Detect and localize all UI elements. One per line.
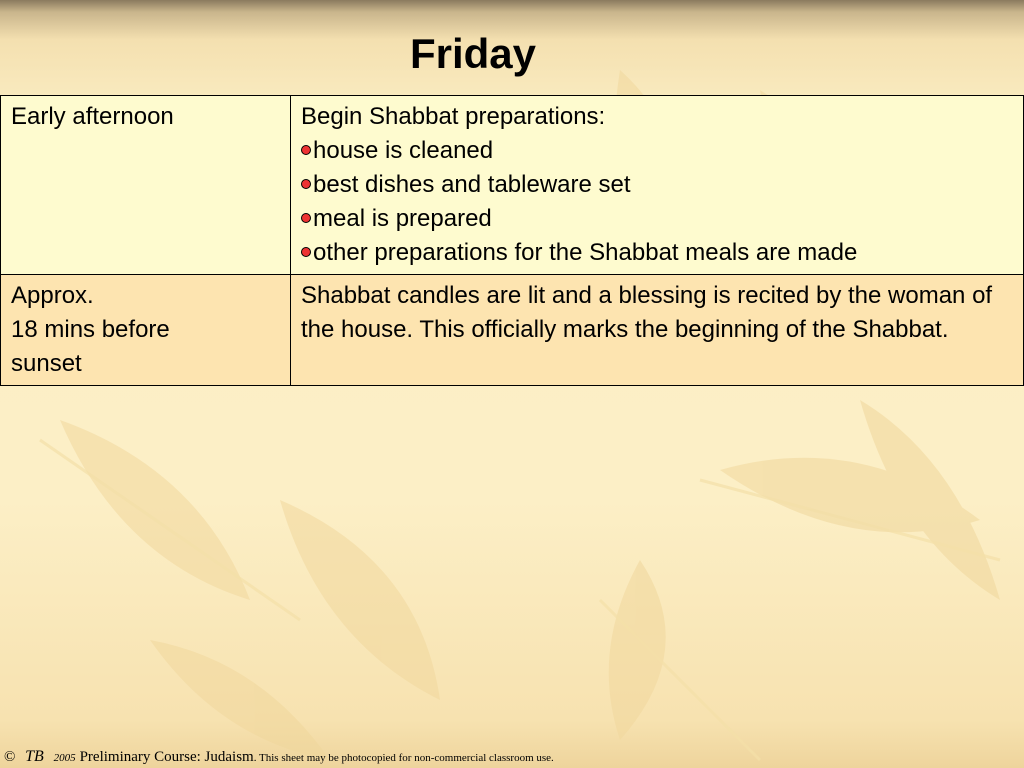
bullet-item: meal is prepared [301,202,1013,236]
copyright-symbol: © [4,749,16,765]
activity-intro: Begin Shabbat preparations: [301,103,606,130]
bullet-item: best dishes and tableware set [301,168,1013,202]
table-row [1,275,1024,386]
bullet-icon [301,247,311,257]
copy-note: . This sheet may be photocopied for non-commercial classroom use. [253,752,554,764]
schedule-table [0,95,1024,386]
bullet-item: house is cleaned [301,134,1013,168]
bullet-icon [301,213,311,223]
tb-logo: TB [25,748,44,765]
time-cell [1,275,291,386]
time-cell [1,96,291,275]
activity-cell [291,96,1024,275]
slide-title: Friday [409,30,537,77]
time-text: sunset [11,350,82,377]
time-text: 18 mins before [11,316,170,343]
bullet-icon [301,145,311,155]
activity-description: Shabbat candles are lit and a blessing is recited by the woman of the house. This officially marks the beginning of the Shabbat. [301,282,993,343]
footer [4,748,554,766]
course-name: Preliminary Course: Judaism [79,749,254,765]
bullet-item: other preparations for the Shabbat meals are made [301,236,1013,270]
activity-cell [291,275,1024,386]
table-row [1,96,1024,275]
time-text: Early afternoon [11,103,174,130]
time-text: Approx. [11,282,94,309]
bullet-icon [301,179,311,189]
footer-year: 2005 [53,752,76,764]
